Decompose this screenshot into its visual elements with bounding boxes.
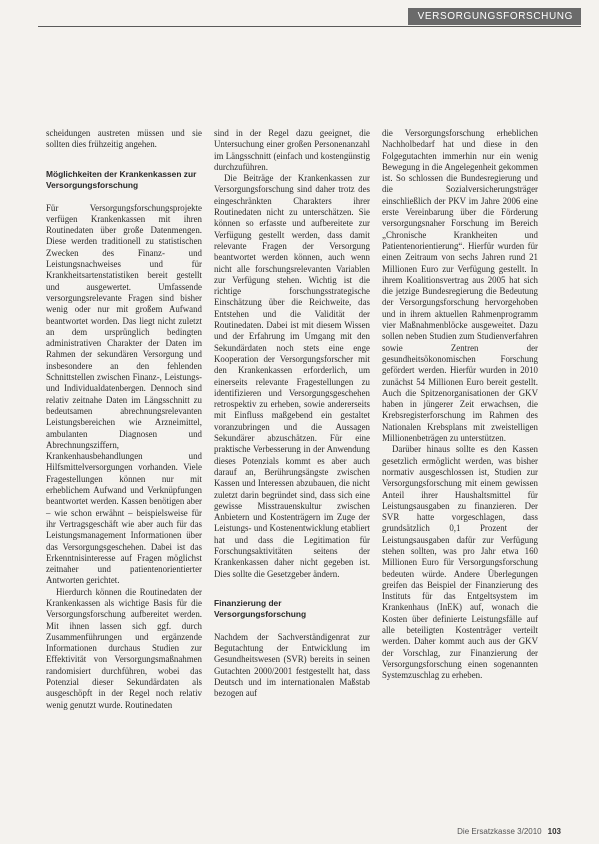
section-label: VERSORGUNGSFORSCHUNG — [408, 8, 581, 25]
section-heading-finanzierung: Finanzierung der Versorgungsforschung — [214, 597, 307, 619]
paragraph: Die Beiträge der Krankenkassen zur Versorgungsforschung sind daher trotz des eingeschränkten Charakters ihrer Routinedaten nicht zu unterschätzen. Sie können so erfasste und aufbereitete zur Verfügung gestellt werden, dass damit relevante Fragen der Versorgung beantwortet werden können, auch wenn nicht alle forschungsrelevanten Variablen zur Verfügung stehen. Wichtig ist die richtige forschungsstrategische Einschätzung über die Reichweite, das Entstehen und die Validität der Routinedaten. Dabei ist mit diesem Wissen und der Erfahrung im Umgang mit den Sekundärdaten noch stets eine enge Kooperation der Versorgungsforscher mit den Krankenkassen erforderlich, um einerseits relevante Fragestellungen zu identifizieren und Versorgungsgeschehen retrospektiv zu erheben, sowie andererseits mit Einfluss maßgebend ein gestaltet voranzubringen und die Aussagen Sekundärer abzuschätzen. Für eine praktische Verbesserung in der Anwendung dieses Potenzials kommt es aber auch darauf an, Berührungsängste zwischen Kassen und Interessen abzubauen, die nicht zuletzt darin begründet sind, dass sich eine gewisse Misstrauenskultur zwischen Anbietern und Kostenträgern im Zuge der Leistungs- und Kostenentwicklung etabliert hat und dass die Legitimation für Forschungsaktivitäten seitens der Krankenkassen daher nicht gegeben ist. Dies sollte die Gesetzgeber ändern. — [214, 173, 370, 579]
paragraph: Darüber hinaus sollte es den Kassen gesetzlich ermöglicht werden, was bisher normativ ausgeschlossen ist, Studien zur Versorgungsforschung mit einem gewissen Anteil ihrer Haushaltsmittel für Leistungsausgaben zu finanzieren. Der SVR hatte vorgeschlagen, dass grundsätzlich 0,1 Prozent der Leistungsausgaben dafür zur Verfügung stehen sollten, was pro Jahr etwa 160 Millionen Euro für Versorgungsforschung bedeuten würde. Andere Überlegungen greifen das Beispiel der Finanzierung des Instituts für das Entgeltsystem im Krankenhaus (InEK) auf, wonach die Kosten über definierte Leistungsfälle auf alle beteiligten Kostenträger verteilt werden. Daher kommt auch aus der GKV der Vorschlag, zur Finanzierung der Versorgungsforschung einen sogenannten Systemzuschlag zu erheben. — [382, 444, 538, 681]
journal-name: Die Ersatzkasse 3/2010 — [457, 827, 542, 836]
paragraph: Für Versorgungsforschungsprojekte verfügen Krankenkassen mit ihren Routinedaten über große Datenmengen. Diese werden traditionell zu statistischen Zwecken des Finanz- und Leistungsnachweises und für Krankheitsartenstatistiken bereit gestellt und ausgewertet. Umfassende versorgungsrelevante Fragen sind bisher wenig oder nur mit großem Aufwand beantwortet worden. Das liegt nicht zuletzt an dem ursprünglich bedingten administrativen Charakter der Daten im Rahmen der sekundären Versorgung und insbesondere an den fehlenden Schnittstellen zwischen Finanz-, Leistungs- und Individualdatenbergen. Dennoch sind relativ zeitnahe Daten im Längsschnitt zu bedeutsamen abrechnungsrelevanten Leistungsbereichen wie Arzneimittel, ambulanten Diagnosen und Abrechnungsziffern, Krankenhausbehandlungen und Hilfsmittelversorgungen vorhanden. Viele Fragestellungen können nur mit erheblichem Aufwand und Verknüpfungen beantwortet werden. Kassen benötigen aber – wie schon erwähnt – beispielsweise für ihr Vertragsgeschäft wie aber auch für das Leistungsmanagement Informationen über das Versorgungsgeschehen. Dabei ist das Erkenntnisinteresse auf Fragen möglichst zeitnaher und patientenorientierter Antworten gerichtet. — [46, 202, 202, 586]
paragraph: die Versorgungsforschung erheblichen Nachholbedarf hat und diese in den Folgegutachten immerhin nur ein wenig Bewegung in die Angelegenheit gekommen ist. So schlossen die Bundesregierung und die Sozialversicherungsträger einschließlich der PKV im Jahre 2006 eine erste Vereinbarung über die Förderung versorgungsnaher Forschung im Bereich „Chronische Krankheiten und Patientenorientierung“. Hierfür wurden für einen Zeitraum von sechs Jahren rund 21 Millionen Euro zur Verfügung gestellt. In ihrem Koalitionsvertrag aus 2005 hat sich die jetzige Bundesregierung die Bedeutung der Versorgungsforschung hervorgehoben und in ihrem aktuellen Rahmenprogramm vier Maßnahmenblöcke ausgeweitet. Dazu sollen neben Studien zum Studienverfahren sowie Zentren der gesundheitsökonomischen Forschung gefördert werden. Hierfür wurden in 2010 zunächst 54 Millionen Euro bereit gestellt. Auch die Spitzenorganisationen der GKV haben in jüngerer Zeit erwachsen, die Krebsregisterforschung im Rahmen des Nationalen Krebsplans mit zweistelligen Millionenbeträgen zu unterstützen. — [382, 128, 538, 444]
paragraph: Nachdem der Sachverständigenrat zur Begutachtung der Entwicklung im Gesundheitswesen (SVR) bereits in seinen Gutachten 2000/2001 festgestellt hat, dass Deutsch und im internationalen Maßstab bezogen auf — [214, 631, 370, 699]
paragraph-intro: scheidungen austreten müssen und sie sollten dies frühzeitig angehen. — [46, 128, 202, 150]
paragraph: Hierdurch können die Routinedaten der Krankenkassen als wichtige Basis für die Versorgungsforschung aufbereitet werden. Mit ihnen lassen sich ggf. durch Zusammenführungen und ergänzende Informationen durchaus Studien zur Effektivität von Versorgungsmaßnahmen randomisiert durchführen, wobei das Potenzial dieser Sekundärdaten als ausgeschöpft in der Regel noch relativ wenig genutzt wurde. Routinedaten — [46, 586, 202, 710]
page-number: 103 — [547, 827, 561, 836]
text-column-2 — [214, 128, 370, 700]
page-footer — [457, 827, 561, 836]
paragraph: sind in der Regel dazu geeignet, die Untersuchung einer großen Personenanzahl im Längsschnitt (einfach und kostengünstig durchzuführen. — [214, 128, 370, 172]
text-column-1 — [46, 128, 202, 711]
header-rule — [38, 26, 581, 27]
section-heading-moeglichkeiten: Möglichkeiten der Krankenkassen zur Versorgungsforschung — [46, 168, 197, 190]
text-column-3 — [382, 128, 538, 682]
